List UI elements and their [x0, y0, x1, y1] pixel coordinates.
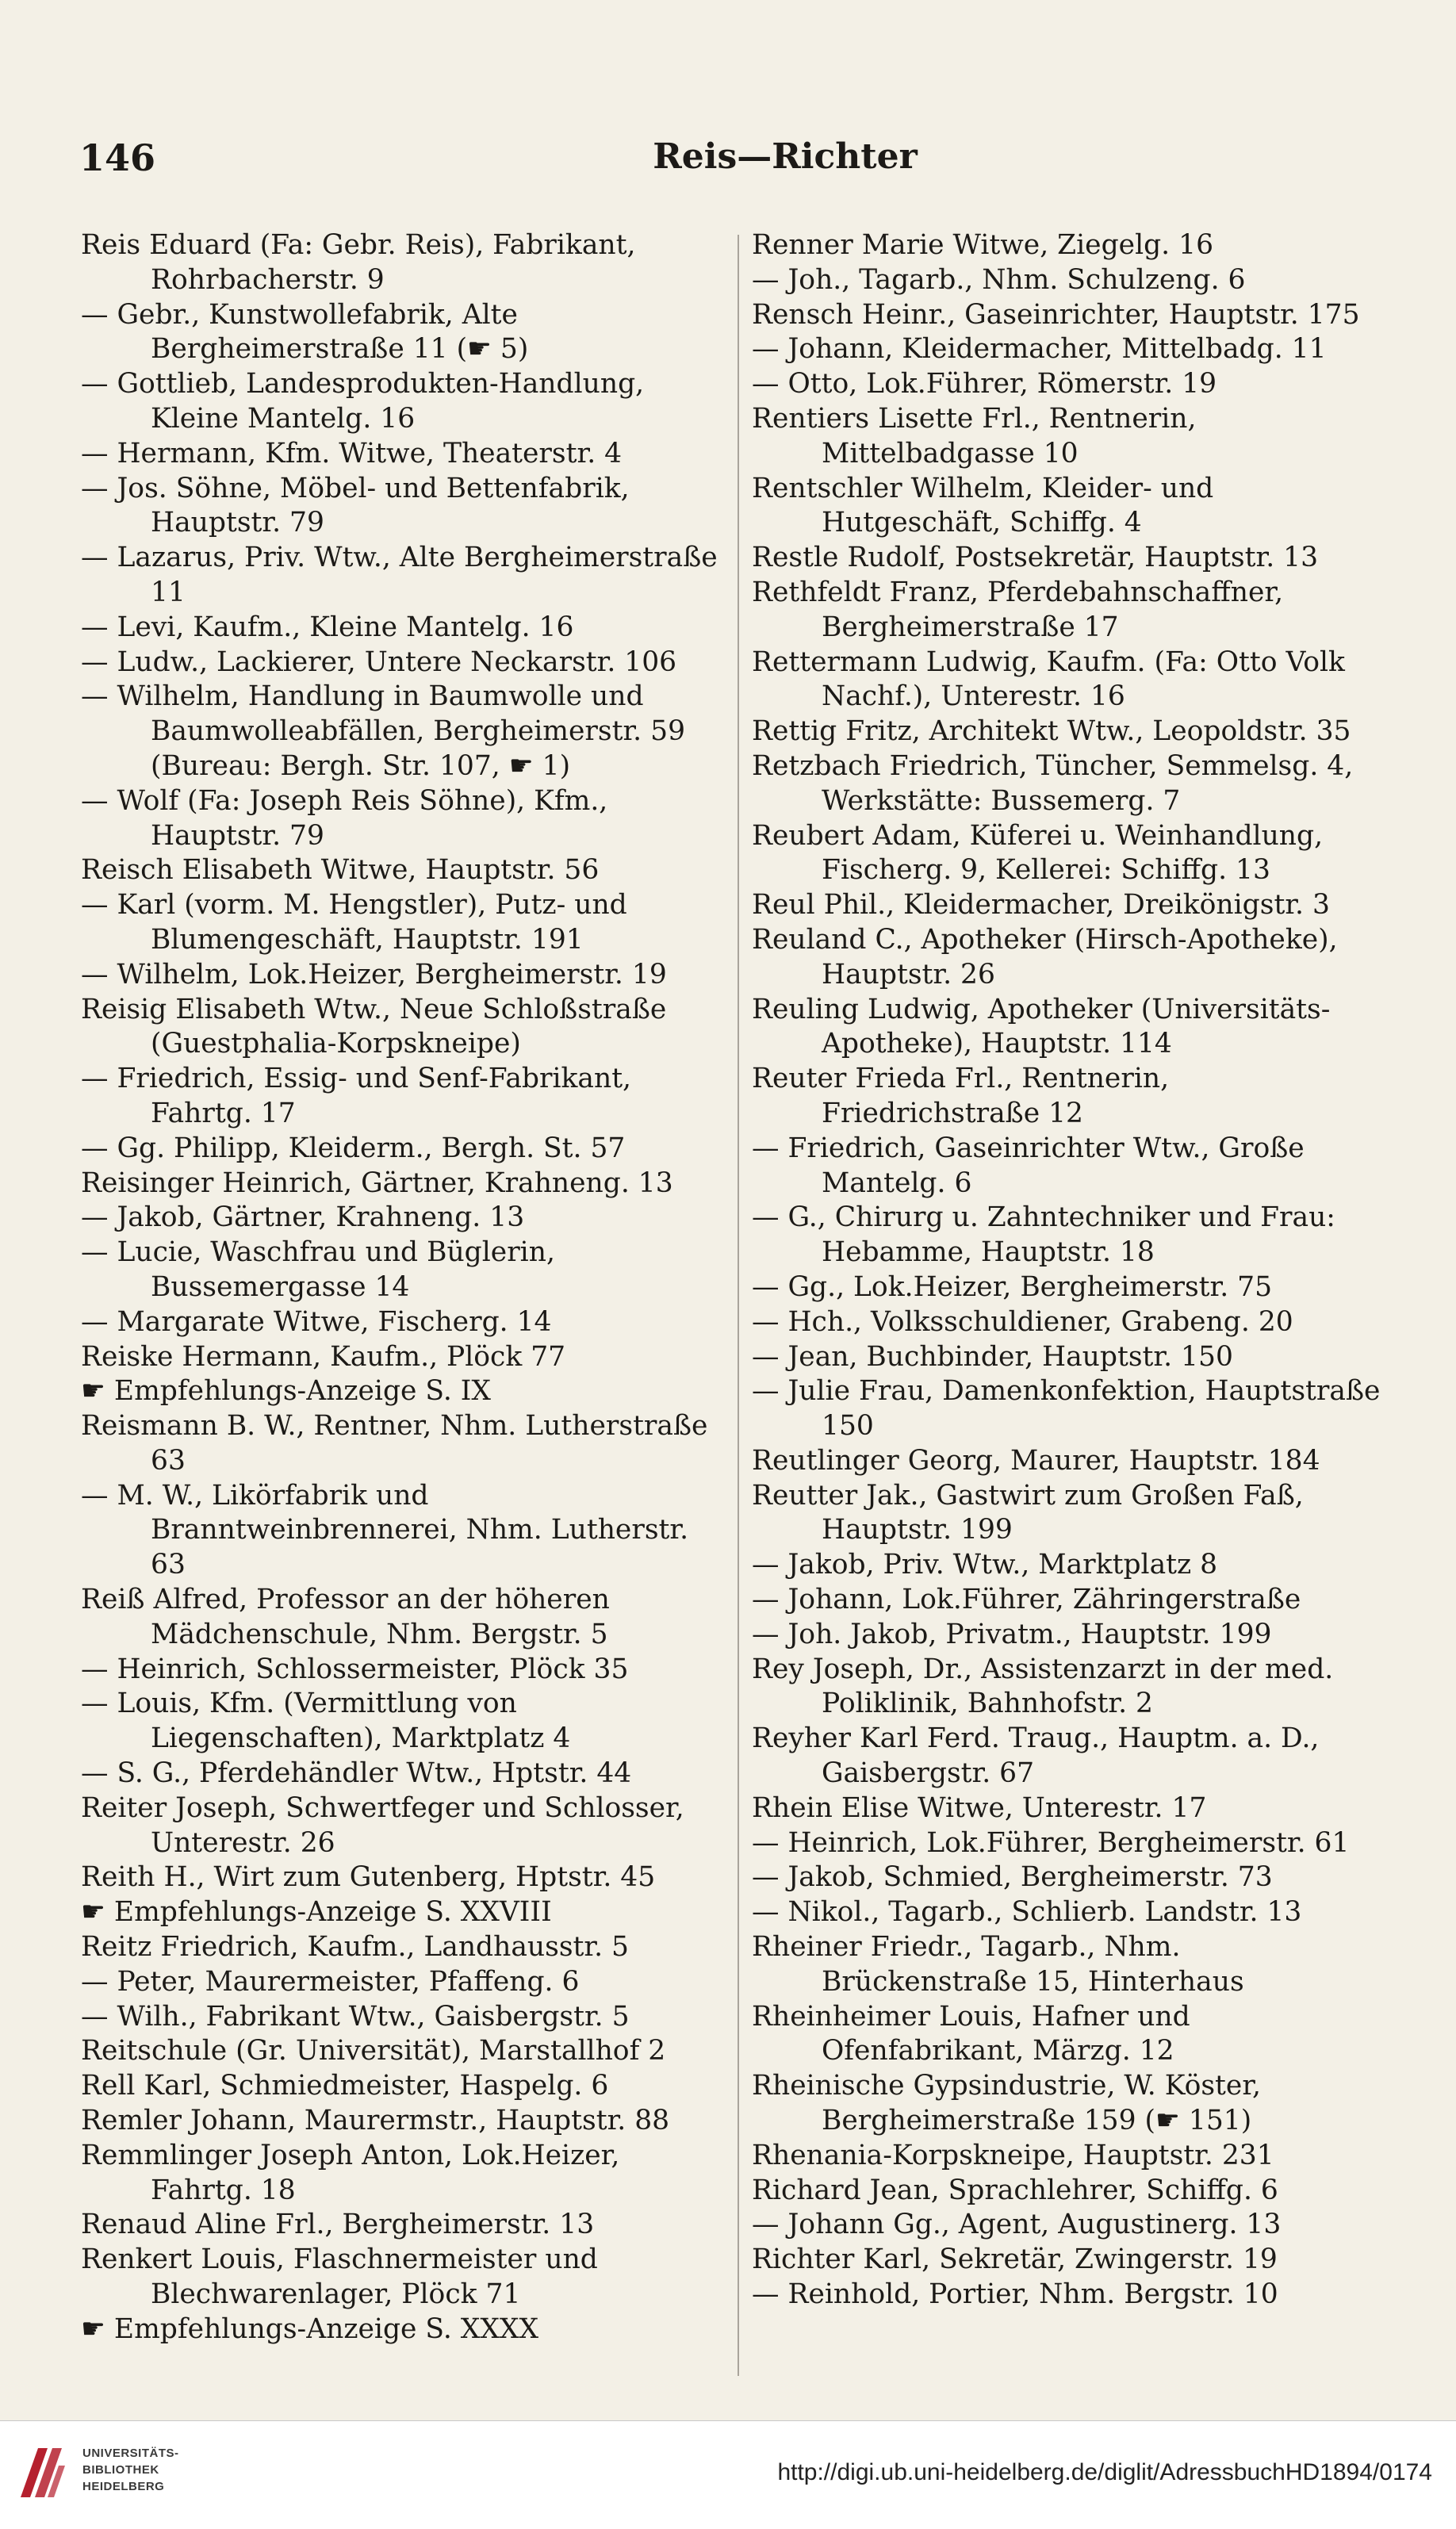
directory-entry: Reutter Jak., Gastwirt zum Großen Faß, Hauptstr. 199 — [752, 1479, 1304, 1546]
directory-entry: Reismann B. W., Rentner, Nhm. Lutherstraße 63 — [81, 1410, 708, 1477]
directory-entry: Rettig Fritz, Architekt Wtw., Leopoldstr. 35 — [752, 715, 1351, 748]
directory-entry: Reutlinger Georg, Maurer, Hauptstr. 184 — [752, 1444, 1320, 1477]
directory-entry: — Jakob, Gärtner, Krahneng. 13 — [81, 1201, 525, 1234]
right-column — [752, 228, 1394, 2313]
directory-entry: — Otto, Lok.Führer, Römerstr. 19 — [752, 368, 1217, 400]
directory-entry: Restle Rudolf, Postsekretär, Hauptstr. 13 — [752, 542, 1319, 574]
directory-entry: Rhein Elise Witwe, Unterestr. 17 — [752, 1791, 1207, 1824]
directory-entry: Reiske Hermann, Kaufm., Plöck 77 — [81, 1340, 566, 1373]
directory-entry: — Julie Frau, Damenkonfektion, Hauptstraße 150 — [752, 1375, 1381, 1443]
directory-entry: ☛ Empfehlungs-Anzeige S. XXXX — [81, 2313, 539, 2345]
directory-entry: — Wilhelm, Lok.Heizer, Bergheimerstr. 19 — [81, 958, 667, 991]
directory-entry: — M. W., Likörfabrik und Branntweinbrennerei, Nhm. Lutherstr. 63 — [81, 1479, 689, 1581]
directory-entry: Reisinger Heinrich, Gärtner, Krahneng. 13 — [81, 1167, 673, 1199]
directory-entry: Reiß Alfred, Professor an der höheren Mädchenschule, Nhm. Bergstr. 5 — [81, 1584, 610, 1650]
directory-entry: Reubert Adam, Küferei u. Weinhandlung, Fischerg. 9, Kellerei: Schiffg. 13 — [752, 819, 1324, 887]
directory-entry: Rell Karl, Schmiedmeister, Haspelg. 6 — [81, 2070, 609, 2102]
directory-entry: — Johann Gg., Agent, Augustinerg. 13 — [752, 2209, 1282, 2241]
directory-entry: ☛ Empfehlungs-Anzeige S. XXVIII — [81, 1896, 552, 1929]
directory-entry: — Gottlieb, Landesprodukten-Handlung, Kleine Mantelg. 16 — [81, 368, 645, 435]
directory-entry: — Hch., Volksschuldiener, Grabeng. 20 — [752, 1305, 1293, 1338]
source-url-link[interactable]: http://digi.ub.uni-heidelberg.de/diglit/AdressbuchHD1894/0174 — [777, 2459, 1432, 2485]
directory-entry: Rey Joseph, Dr., Assistenzarzt in der med. Poliklinik, Bahnhofstr. 2 — [752, 1653, 1334, 1720]
directory-entry: Retzbach Friedrich, Tüncher, Semmelsg. 4, Werkstätte: Bussemerg. 7 — [752, 749, 1354, 817]
directory-entry: Reitz Friedrich, Kaufm., Landhausstr. 5 — [81, 1931, 629, 1964]
directory-entry: — Joh. Jakob, Privatm., Hauptstr. 199 — [752, 1618, 1272, 1650]
directory-entry: — Peter, Maurermeister, Pfaffeng. 6 — [81, 1965, 580, 1998]
directory-entry: ☛ Empfehlungs-Anzeige S. IX — [81, 1375, 491, 1408]
directory-entry: — Heinrich, Schlossermeister, Plöck 35 — [81, 1653, 629, 1685]
directory-entry: — Jean, Buchbinder, Hauptstr. 150 — [752, 1340, 1233, 1373]
directory-entry: — Nikol., Tagarb., Schlierb. Landstr. 13 — [752, 1896, 1302, 1929]
directory-entry: — Hermann, Kfm. Witwe, Theaterstr. 4 — [81, 437, 623, 469]
directory-entry: — Gebr., Kunstwollefabrik, Alte Bergheimerstraße 11 (☛ 5) — [81, 298, 529, 366]
directory-entry: — Heinrich, Lok.Führer, Bergheimerstr. 61 — [752, 1826, 1350, 1859]
directory-entry: — Levi, Kaufm., Kleine Mantelg. 16 — [81, 611, 574, 643]
directory-entry: — Johann, Lok.Führer, Zähringerstraße — [752, 1584, 1301, 1616]
directory-entry: Reyher Karl Ferd. Traug., Hauptm. a. D., Gaisbergstr. 67 — [752, 1722, 1320, 1790]
logo-line: HEIDELBERG — [82, 2480, 165, 2493]
directory-entry: — Karl (vorm. M. Hengstler), Putz- und Blumengeschäft, Hauptstr. 191 — [81, 889, 627, 956]
directory-entry: — G., Chirurg u. Zahntechniker und Frau: Hebamme, Hauptstr. 18 — [752, 1201, 1335, 1269]
directory-entry: Rhenania-Korpskneipe, Hauptstr. 231 — [752, 2139, 1274, 2171]
directory-entry: Reitschule (Gr. Universität), Marstallhof 2 — [81, 2035, 666, 2067]
left-column — [81, 228, 723, 2347]
directory-entry: — Wolf (Fa: Joseph Reis Söhne), Kfm., Hauptstr. 79 — [81, 784, 608, 852]
directory-entry: — Joh., Tagarb., Nhm. Schulzeng. 6 — [752, 263, 1246, 296]
directory-entry: Rentschler Wilhelm, Kleider- und Hutgeschäft, Schiffg. 4 — [752, 472, 1214, 539]
directory-entry: Reith H., Wirt zum Gutenberg, Hptstr. 45 — [81, 1861, 656, 1894]
directory-entry: Richard Jean, Sprachlehrer, Schiffg. 6 — [752, 2174, 1278, 2206]
directory-entry: — Wilhelm, Handlung in Baumwolle und Baumwolleabfällen, Bergheimerstr. 59 (Bureau: Bergh. Str. 107, ☛ 1) — [81, 680, 686, 782]
directory-entry: Reuter Frieda Frl., Rentnerin, Friedrichstraße 12 — [752, 1063, 1170, 1129]
directory-entry: Rettermann Ludwig, Kaufm. (Fa: Otto Volk Nachf.), Unterestr. 16 — [752, 646, 1345, 713]
logo-line: UNIVERSITÄTS- — [82, 2447, 179, 2460]
directory-entry: Renaud Aline Frl., Bergheimerstr. 13 — [81, 2209, 595, 2241]
directory-entry: — Friedrich, Essig- und Senf-Fabrikant, Fahrtg. 17 — [81, 1063, 632, 1129]
directory-entry: Reis Eduard (Fa: Gebr. Reis), Fabrikant, Rohrbacherstr. 9 — [81, 229, 636, 296]
directory-entry: — Lazarus, Priv. Wtw., Alte Bergheimerstraße 11 — [81, 542, 718, 608]
column-divider — [738, 235, 739, 2376]
directory-entry: — Jos. Söhne, Möbel- und Bettenfabrik, Hauptstr. 79 — [81, 472, 630, 539]
university-logo-icon — [16, 2442, 68, 2500]
library-logo-text — [82, 2445, 179, 2495]
directory-entry: — Gg., Lok.Heizer, Bergheimerstr. 75 — [752, 1270, 1273, 1303]
directory-entry: — Friedrich, Gaseinrichter Wtw., Große Mantelg. 6 — [752, 1132, 1305, 1199]
directory-entry: Rensch Heinr., Gaseinrichter, Hauptstr. 175 — [752, 298, 1360, 331]
directory-entry: — Margarate Witwe, Fischerg. 14 — [81, 1305, 552, 1338]
running-head: Reis—Richter — [653, 136, 918, 177]
directory-entry: — Ludw., Lackierer, Untere Neckarstr. 106 — [81, 646, 677, 678]
directory-entry: Reisig Elisabeth Wtw., Neue Schloßstraße (Guestphalia-Korpskneipe) — [81, 993, 667, 1060]
directory-entry: Renner Marie Witwe, Ziegelg. 16 — [752, 229, 1214, 261]
directory-entry: Reuling Ludwig, Apotheker (Universitäts-Apotheke), Hauptstr. 114 — [752, 993, 1331, 1060]
footer — [0, 2420, 1456, 2529]
directory-entry: — S. G., Pferdehändler Wtw., Hptstr. 44 — [81, 1757, 632, 1790]
directory-entry: Reul Phil., Kleidermacher, Dreikönigstr. 3 — [752, 889, 1330, 922]
directory-entry: Rheinheimer Louis, Hafner und Ofenfabrikant, Märzg. 12 — [752, 2000, 1190, 2067]
directory-entry: Reisch Elisabeth Witwe, Hauptstr. 56 — [81, 854, 600, 887]
directory-entry: Rentiers Lisette Frl., Rentnerin, Mittelbadgasse 10 — [752, 402, 1197, 469]
directory-entry: Richter Karl, Sekretär, Zwingerstr. 19 — [752, 2244, 1278, 2276]
directory-entry: Remmlinger Joseph Anton, Lok.Heizer, Fahrtg. 18 — [81, 2139, 620, 2206]
directory-entry: — Lucie, Waschfrau und Büglerin, Bussemergasse 14 — [81, 1236, 555, 1303]
page-number: 146 — [79, 136, 156, 179]
directory-entry: Rheiner Friedr., Tagarb., Nhm. Brückenstraße 15, Hinterhaus — [752, 1931, 1244, 1998]
logo-line: BIBLIOTHEK — [82, 2463, 159, 2477]
directory-entry: — Wilh., Fabrikant Wtw., Gaisbergstr. 5 — [81, 2000, 630, 2033]
directory-entry: Remler Johann, Maurermstr., Hauptstr. 88 — [81, 2105, 670, 2137]
directory-entry: Reuland C., Apotheker (Hirsch-Apotheke), Hauptstr. 26 — [752, 923, 1338, 991]
directory-entry: — Reinhold, Portier, Nhm. Bergstr. 10 — [752, 2278, 1278, 2311]
directory-entry: — Louis, Kfm. (Vermittlung von Liegenschaften), Marktplatz 4 — [81, 1688, 571, 1755]
directory-entry: Rethfeldt Franz, Pferdebahnschaffner, Bergheimerstraße 17 — [752, 576, 1284, 643]
directory-entry: — Johann, Kleidermacher, Mittelbadg. 11 — [752, 333, 1327, 366]
page-header — [79, 136, 1364, 184]
directory-entry: Renkert Louis, Flaschnermeister und Blechwarenlager, Plöck 71 — [81, 2244, 598, 2311]
directory-entry: Rheinische Gypsindustrie, W. Köster, Bergheimerstraße 159 (☛ 151) — [752, 2070, 1262, 2137]
directory-entry: — Jakob, Schmied, Bergheimerstr. 73 — [752, 1861, 1273, 1894]
directory-entry: — Gg. Philipp, Kleiderm., Bergh. St. 57 — [81, 1132, 626, 1164]
directory-entry: — Jakob, Priv. Wtw., Marktplatz 8 — [752, 1549, 1218, 1581]
directory-entry: Reiter Joseph, Schwertfeger und Schlosser, Unterestr. 26 — [81, 1791, 684, 1859]
